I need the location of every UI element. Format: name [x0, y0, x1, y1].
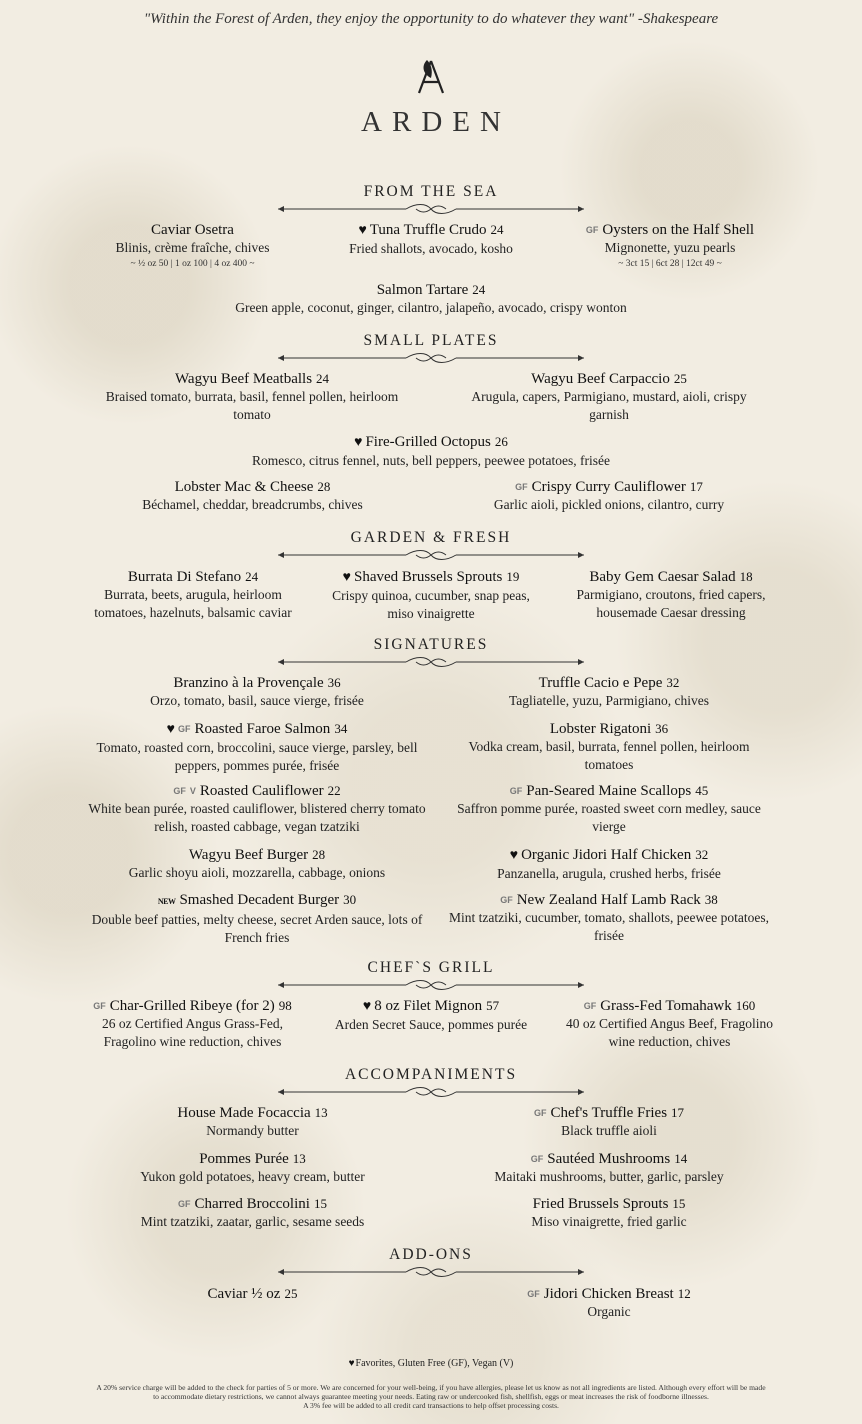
menu-item-ribeye: GF Char-Grilled Ribeye (for 2) 98 26 oz Certified Angus Grass-Fed, Fragolino wine reduction, chives: [93, 998, 292, 1049]
dietary-legend: ♥Favorites, Gluten Free (GF), Vegan (V): [348, 1358, 514, 1369]
menu-item-caviar-addon: Caviar ½ oz 25: [207, 1286, 298, 1302]
menu-item-salmon-tartare: Salmon Tartare 24 Green apple, coconut, ginger, cilantro, jalapeño, avocado, crispy wonton: [235, 282, 627, 315]
menu-item-chicken-breast: GF Jidori Chicken Breast 12 Organic: [527, 1286, 691, 1319]
gluten-free-badge: GF: [93, 1001, 106, 1011]
heart-icon: ♥: [166, 722, 175, 737]
menu-item-maine-scallops: GF Pan-Seared Maine Scallops 45 Saffron pomme purée, roasted sweet corn medley, sauce vierge: [457, 783, 761, 834]
gluten-free-badge: GF: [178, 1199, 191, 1209]
menu-item-caesar-salad: Baby Gem Caesar Salad 18 Parmigiano, croutons, fried capers, housemade Caesar dressing: [576, 569, 766, 620]
gluten-free-badge: GF: [515, 482, 528, 492]
heart-icon: ♥: [354, 435, 363, 450]
ornament-divider: [276, 203, 586, 215]
fine-print: A 20% service charge will be added to the check for parties of 5 or more. We are concerned for your well-being, if you have allergies, please let us know as not all ingredients are listed. Although every effort will be made to accommodate dietary restrictions, we cannot always guarantee meeting your needs. Eating raw or undercooked fish, shellfish, eggs or meat increases the risk of foodborne illnesses. A 3% fee will be added to all credit card transactions to help offset processing costs.: [96, 1383, 766, 1410]
menu-item-smashed-burger: NEW Smashed Decadent Burger 30 Double beef patties, melty cheese, secret Arden sauce, lots of French fries: [91, 892, 423, 945]
gluten-free-badge: GF: [500, 895, 513, 905]
menu-item-charred-broccolini: GF Charred Broccolini 15 Mint tzatziki, zaatar, garlic, sesame seeds: [140, 1196, 365, 1229]
gluten-free-badge: GF: [530, 1154, 544, 1164]
menu-item-truffle-fries: GF Chef's Truffle Fries 17 Black truffle aioli: [533, 1105, 685, 1138]
menu-item-burrata: Burrata Di Stefano 24 Burrata, beets, arugula, heirloom tomatoes, hazelnuts, balsamic caviar: [94, 569, 292, 620]
menu-item-curry-cauliflower: GF Crispy Curry Cauliflower 17 Garlic aioli, pickled onions, cilantro, curry: [493, 479, 725, 512]
ornament-divider: [276, 549, 586, 561]
menu-item-faroe-salmon: ♥ GF Roasted Faroe Salmon 34 Tomato, roasted corn, broccolini, sauce vierge, parsley, bell peppers, pommes purée, frisée: [96, 721, 418, 773]
section-title-garden: GARDEN & FRESH: [350, 529, 512, 546]
menu-item-caviar-osetra: Caviar Osetra Blinis, crème fraîche, chives ~ ½ oz 50 | 1 oz 100 | 4 oz 400 ~: [115, 222, 270, 269]
gluten-free-badge: GF: [509, 786, 523, 796]
heart-icon: ♥: [509, 848, 519, 863]
ornament-divider: [276, 1086, 586, 1098]
gluten-free-badge: GF: [173, 786, 186, 796]
menu-item-lamb-rack: GF New Zealand Half Lamb Rack 38 Mint tzatziki, cucumber, tomato, shallots, peewee potatoes, frisée: [449, 892, 769, 943]
ornament-divider: [276, 979, 586, 991]
gluten-free-badge: GF: [585, 225, 599, 235]
heart-icon: ♥: [358, 223, 367, 238]
shakespeare-quote: "Within the Forest of Arden, they enjoy the opportunity to do whatever they want" -Shakespeare: [143, 11, 719, 27]
heart-icon: ♥: [348, 1358, 355, 1369]
section-title-sea: FROM THE SEA: [363, 183, 499, 200]
menu-item-jidori-chicken: ♥ Organic Jidori Half Chicken 32 Panzanella, arugula, crushed herbs, frisée: [497, 847, 721, 881]
ornament-divider: [276, 352, 586, 364]
gluten-free-badge: GF: [533, 1108, 547, 1118]
menu-item-wagyu-meatballs: Wagyu Beef Meatballs 24 Braised tomato, burrata, basil, fennel pollen, heirloom tomato: [105, 371, 399, 422]
menu-item-filet-mignon: ♥ 8 oz Filet Mignon 57 Arden Secret Sauce, pommes purée: [334, 998, 528, 1032]
menu-item-branzino: Branzino à la Provençale 36 Orzo, tomato, basil, sauce vierge, frisée: [150, 675, 364, 708]
ornament-divider: [276, 1266, 586, 1278]
new-badge: NEW: [157, 897, 176, 906]
menu-item-focaccia: House Made Focaccia 13 Normandy butter: [177, 1105, 328, 1138]
menu-item-grilled-octopus: ♥ Fire-Grilled Octopus 26 Romesco, citrus fennel, nuts, bell peppers, peewee potatoes, frisée: [251, 434, 610, 468]
menu-item-tuna-crudo: ♥ Tuna Truffle Crudo 24 Fried shallots, avocado, kosho: [349, 222, 513, 256]
menu-item-tomahawk: GF Grass-Fed Tomahawk 160 40 oz Certified Angus Beef, Fragolino wine reduction, chives: [566, 998, 773, 1049]
section-title-addons: ADD-ONS: [389, 1246, 473, 1263]
section-title-accompaniments: ACCOMPANIMENTS: [344, 1066, 518, 1083]
section-title-small-plates: SMALL PLATES: [363, 332, 499, 349]
arden-logo-icon: [411, 58, 451, 96]
menu-item-oysters: GF Oysters on the Half Shell Mignonette, yuzu pearls ~ 3ct 15 | 6ct 28 | 12ct 49 ~: [585, 222, 755, 269]
arden-wordmark: ARDEN: [361, 106, 511, 138]
vegan-badge: V: [189, 786, 196, 796]
menu-item-shaved-brussels: ♥ Shaved Brussels Sprouts 19 Crispy quinoa, cucumber, snap peas, miso vinaigrette: [332, 569, 530, 621]
menu-item-pommes-puree: Pommes Purée 13 Yukon gold potatoes, heavy cream, butter: [140, 1151, 365, 1184]
menu-item-cacio-pepe: Truffle Cacio e Pepe 32 Tagliatelle, yuzu, Parmigiano, chives: [509, 675, 709, 708]
heart-icon: ♥: [342, 570, 351, 585]
gluten-free-badge: GF: [583, 1001, 597, 1011]
menu-item-fried-brussels: Fried Brussels Sprouts 15 Miso vinaigrette, fried garlic: [531, 1196, 687, 1229]
ornament-divider: [276, 656, 586, 668]
menu-item-lobster-rigatoni: Lobster Rigatoni 36 Vodka cream, basil, burrata, fennel pollen, heirloom tomatoes: [468, 721, 750, 772]
menu-item-roasted-cauliflower: GF V Roasted Cauliflower 22 White bean purée, roasted cauliflower, blistered cherry tomato relish, roasted cabbage, vegan tzatziki: [88, 783, 426, 834]
heart-icon: ♥: [362, 999, 372, 1014]
section-title-grill: CHEF`S GRILL: [367, 959, 495, 976]
gluten-free-badge: GF: [527, 1289, 540, 1299]
menu-item-wagyu-burger: Wagyu Beef Burger 28 Garlic shoyu aioli, mozzarella, cabbage, onions: [128, 847, 386, 880]
menu-item-sauteed-mushrooms: GF Sautéed Mushrooms 14 Maitaki mushrooms, butter, garlic, parsley: [494, 1151, 724, 1184]
menu-item-wagyu-carpaccio: Wagyu Beef Carpaccio 25 Arugula, capers, Parmigiano, mustard, aioli, crispy garnish: [471, 371, 747, 422]
gluten-free-badge: GF: [177, 724, 191, 734]
section-title-signatures: SIGNATURES: [373, 636, 489, 653]
menu-item-lobster-mac: Lobster Mac & Cheese 28 Béchamel, cheddar, breadcrumbs, chives: [142, 479, 363, 512]
